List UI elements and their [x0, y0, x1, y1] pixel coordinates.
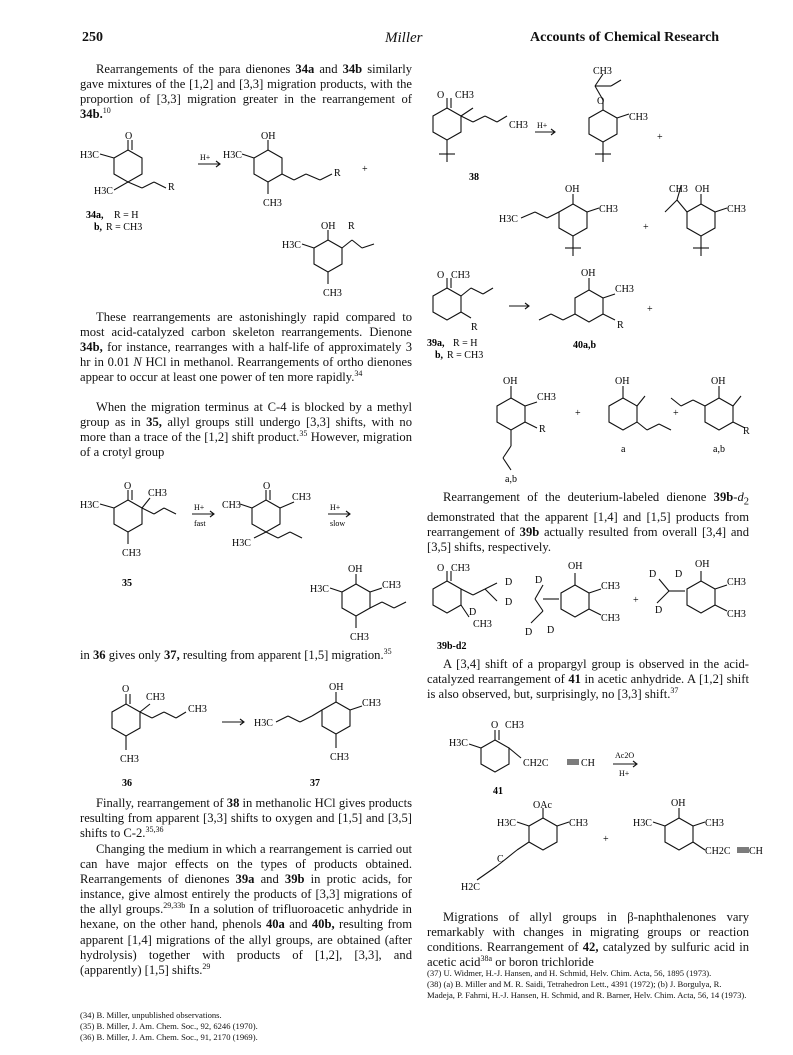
- s39d-d-label-8: D: [675, 569, 683, 580]
- left-paragraph-1: [80, 62, 412, 122]
- footnote-37: (37) U. Widmer, H.-J. Hansen, and H. Schmid, Helv. Chim. Acta, 56, 1895 (1973).: [427, 968, 712, 978]
- s34-h3c-label-3: H3C: [223, 150, 242, 161]
- s34-r-label-3: R: [348, 221, 355, 232]
- s39d-ch3-label-5: CH3: [727, 577, 746, 588]
- text-segment: 41: [568, 672, 581, 687]
- s39-ch3-label-2: CH3: [615, 284, 634, 295]
- s39-plus-2: +: [575, 408, 581, 419]
- s36-o-label: O: [122, 684, 130, 695]
- compound-41-label: 41: [493, 786, 503, 797]
- text-segment: 39b: [284, 872, 305, 887]
- s39d-d-label-1: D: [505, 577, 513, 588]
- text-segment: 42,: [582, 940, 599, 955]
- s41-h2c-label: H2C: [461, 882, 480, 893]
- s39-label-a: a: [621, 444, 626, 455]
- compound-34a-def: R = H: [114, 210, 139, 221]
- text-segment: Finally, rearrangement of: [96, 796, 227, 810]
- text-segment: catalyzed by sulfuric acid in acetic acid: [427, 940, 749, 970]
- footnote-35: (35) B. Miller, J. Am. Chem. Soc., 92, 6246 (1970).: [80, 1021, 258, 1031]
- text-segment: 36: [92, 648, 106, 662]
- text-segment: 34b,: [80, 340, 103, 355]
- left-paragraph-4: [80, 648, 412, 663]
- text-segment: Rearrangements of the para dienones: [96, 62, 296, 76]
- text-segment: 38: [226, 796, 240, 810]
- footnotes-left: [80, 1010, 412, 1043]
- s34-h3c-label-1: H3C: [80, 150, 99, 161]
- text-segment: 40b,: [311, 917, 335, 932]
- text-segment: in methanolic HCl gives products resulting from apparent [3,3] shifts to oxygen and [1,5] and [3,5] shifts to C-2.: [80, 796, 412, 841]
- s35-o-label-1: O: [124, 481, 132, 492]
- text-segment: 35,36: [145, 825, 164, 834]
- s39-plus-3: +: [673, 408, 679, 419]
- text-segment: 39a: [235, 872, 255, 887]
- s39-ch3-label-3: CH3: [537, 392, 556, 403]
- s39-label-ab-1: a,b: [505, 474, 517, 485]
- s37-oh-label: OH: [329, 682, 344, 693]
- s35-hplus-1: H+: [194, 503, 205, 512]
- s41-plus: +: [603, 834, 609, 845]
- text-segment: 35: [383, 646, 392, 656]
- s39-r-label-4: R: [743, 426, 750, 437]
- s39-oh-label-1: OH: [581, 268, 596, 279]
- s38-plus-2: +: [643, 222, 649, 233]
- s41-oh-label: OH: [671, 798, 686, 809]
- footnote-38: (38) (a) B. Miller and M. R. Saidi, Tetrahedron Lett., 4391 (1972); (b) J. Borgulya, R. Madeja, P. Fahrni, H.-J. Hansen, H. Schmid, and R. Barner, Helv. Chim. Acta, 56, 14 (1973).: [427, 979, 747, 1000]
- s35-fast: fast: [194, 519, 206, 528]
- s39d-plus: +: [633, 595, 639, 606]
- s35-ch3-label-3: CH3: [222, 500, 241, 511]
- text-segment: When the migration terminus at C-4 is blocked by a methyl group as in: [80, 400, 412, 430]
- s37-ch3-label-2: CH3: [330, 752, 349, 763]
- s39-label-ab-2: a,b: [713, 444, 725, 455]
- text-segment: However, migration of a crotyl group: [80, 430, 412, 460]
- s38-ch3-label-3: CH3: [593, 66, 612, 77]
- footnotes-right: [427, 968, 749, 1001]
- scheme-39b-d2-rearrangement: [425, 555, 765, 655]
- text-segment: 29,33b: [163, 901, 186, 911]
- text-segment: resulting from apparent [1,4] migrations of the allyl groups, are obtained (after hydrolysis) together with products of [1,2], [3,3], and (apparently) [1,5] shifts.: [80, 917, 412, 977]
- s41-ch3-label-2: CH3: [569, 818, 588, 829]
- text-segment: similarly gave mixtures of the [1,2] and [3,3] migration products, with the proportion of [3,3] migration greater in the rearrangement of: [80, 62, 412, 107]
- compound-34b-label: b,: [94, 222, 103, 233]
- s39d-oh-label-1: OH: [568, 561, 583, 572]
- s39-r-label-1: R: [471, 322, 478, 333]
- s39d-d-label-5: D: [525, 627, 533, 638]
- text-segment: -: [733, 490, 738, 504]
- s34-h3c-label-2: H3C: [94, 186, 113, 197]
- text-segment: and: [314, 62, 343, 76]
- text-segment: 35,: [146, 415, 162, 430]
- text-segment: 37,: [163, 648, 180, 662]
- s41-h3c-label-3: H3C: [633, 818, 652, 829]
- s34-o-label: O: [125, 131, 133, 142]
- s38-ch3-label-6: CH3: [669, 184, 688, 195]
- s35-h3c-label-1: H3C: [80, 500, 99, 511]
- s39d-oh-label-2: OH: [695, 559, 710, 570]
- s35-hplus-2: H+: [330, 503, 341, 512]
- text-segment: These rearrangements are astonishingly rapid compared to most acid-catalyzed carbon skeleton rearrangements. Dienone: [80, 310, 412, 340]
- s35-o-label-2: O: [263, 481, 271, 492]
- text-segment: 34a: [295, 62, 315, 76]
- s41-oac-label: OAc: [533, 800, 552, 811]
- s34-h3c-label-4: H3C: [282, 240, 301, 251]
- text-segment: 38a: [480, 954, 493, 964]
- scheme-41-rearrangement: [425, 718, 765, 904]
- text-segment: Rearrangement of the deuterium-labeled dienone: [443, 490, 714, 504]
- s36-ch3-label-2: CH3: [188, 704, 207, 715]
- text-segment: in protic acids, for instance, give almost entirely the products of [3,3] migrations of the allyl groups.: [80, 872, 412, 917]
- compound-38-label: 38: [469, 172, 479, 183]
- s39d-o-label: O: [437, 563, 445, 574]
- text-segment: N: [133, 355, 142, 370]
- s34-hplus: H+: [200, 153, 211, 162]
- scheme-36-rearrangement: [80, 682, 420, 794]
- scheme-39-rearrangement: [425, 266, 765, 485]
- text-segment: 39b: [713, 490, 734, 504]
- text-segment: demonstrated that the apparent [1,4] and [1,5] products from rearrangement of: [427, 509, 749, 539]
- s38-ch3-label-2: CH3: [509, 120, 528, 131]
- s39-oh-label-4: OH: [711, 376, 726, 387]
- s41-o-label: O: [491, 720, 499, 731]
- s38-oh-label-1: OH: [565, 184, 580, 195]
- s38-plus-1: +: [657, 132, 663, 143]
- compound-36-label: 36: [122, 778, 132, 789]
- s39-oh-label-3: OH: [615, 376, 630, 387]
- s41-ch2c-label-1: CH2C: [523, 758, 549, 769]
- s39d-d-label-9: D: [655, 605, 663, 616]
- text-segment: and: [284, 917, 312, 932]
- s34-ch3-label-2: CH3: [323, 288, 342, 299]
- s35-slow: slow: [330, 519, 346, 528]
- text-segment: In a solution of trifluoroacetic anhydride in hexane, on the other hand, phenols: [80, 902, 412, 932]
- text-segment: HCl in methanol. Rearrangements of ortho dienones appear to occur at least one power of ten more rapidly.: [80, 355, 412, 385]
- text-segment: 2: [743, 496, 749, 508]
- s34-r-label-2: R: [334, 168, 341, 179]
- left-paragraph-5: [80, 796, 412, 841]
- s41-c-label: C: [497, 854, 504, 865]
- s38-o-label: O: [437, 90, 445, 101]
- text-segment: 39b: [519, 524, 540, 539]
- s38-hplus: H+: [537, 121, 548, 130]
- left-paragraph-3: [80, 400, 412, 460]
- s34-oh-label-2: OH: [321, 221, 336, 232]
- text-segment: 34: [354, 369, 363, 379]
- s41-ac2o: Ac2O: [615, 751, 635, 760]
- s39d-d-label-6: D: [547, 625, 555, 636]
- text-segment: gives only: [105, 648, 164, 662]
- s39-oh-label-2: OH: [503, 376, 518, 387]
- text-segment: Changing the medium in which a rearrangement is carried out can have major effects on the types of products obtained. Rearrangements of dienones: [80, 842, 412, 887]
- s37-h3c-label: H3C: [254, 718, 273, 729]
- s38-ch3-label-7: CH3: [727, 204, 746, 215]
- footnote-36: (36) B. Miller, J. Am. Chem. Soc., 91, 2170 (1969).: [80, 1032, 258, 1042]
- text-segment: 10: [102, 106, 111, 116]
- right-paragraph-2: [427, 657, 749, 702]
- compound-34a-label: 34a,: [86, 210, 104, 221]
- compound-35-label: 35: [122, 578, 132, 589]
- s36-ch3-label-3: CH3: [120, 754, 139, 765]
- s34-oh-label-1: OH: [261, 131, 276, 142]
- compound-39b-label: b,: [435, 350, 444, 361]
- s39d-ch3-label-2: CH3: [473, 619, 492, 630]
- s41-ch3-label-3: CH3: [705, 818, 724, 829]
- text-segment: and: [254, 872, 285, 887]
- s41-ch3-label-1: CH3: [505, 720, 524, 731]
- text-segment: resulting from apparent [1,5] migration.: [179, 648, 384, 662]
- running-author: Miller: [385, 30, 423, 46]
- s38-oh-label-2: OH: [695, 184, 710, 195]
- s39-r-label-3: R: [539, 424, 546, 435]
- s35-oh-label: OH: [348, 564, 363, 575]
- s39d-ch3-label-4: CH3: [601, 613, 620, 624]
- s39d-ch3-label-6: CH3: [727, 609, 746, 620]
- left-paragraph-6: [80, 842, 412, 978]
- s38-ch3-label-4: CH3: [629, 112, 648, 123]
- s35-ch3-label-6: CH3: [350, 632, 369, 643]
- s39d-d-label-2: D: [505, 597, 513, 608]
- compound-40ab-label: 40a,b: [573, 340, 597, 351]
- text-segment: 40a: [265, 917, 285, 932]
- scheme-34-rearrangement: [80, 128, 420, 306]
- scheme-38-rearrangement: [425, 62, 765, 272]
- s34-ch3-label-1: CH3: [263, 198, 282, 209]
- s38-o-label-2: O: [597, 96, 605, 107]
- s41-h3c-label-2: H3C: [497, 818, 516, 829]
- s35-h3c-label-2: H3C: [232, 538, 251, 549]
- s37-ch3-label-1: CH3: [362, 698, 381, 709]
- s34-plus: +: [362, 164, 368, 175]
- text-segment: actually resulted from overall [3,4] and [3,5] shifts, respectively.: [427, 524, 749, 554]
- s41-h3c-label-1: H3C: [449, 738, 468, 749]
- text-segment: 34b.: [80, 107, 103, 122]
- s39d-d-label-3: D: [469, 607, 477, 618]
- text-segment: d: [737, 490, 744, 504]
- s38-ch3-label-1: CH3: [455, 90, 474, 101]
- s35-ch3-label-2: CH3: [122, 548, 141, 559]
- s35-h3c-label-3: H3C: [310, 584, 329, 595]
- s35-ch3-label-4: CH3: [292, 492, 311, 503]
- text-segment: or boron trichloride: [492, 955, 594, 970]
- right-paragraph-1: [427, 490, 749, 555]
- text-segment: 35: [299, 429, 308, 438]
- s41-ch-label-1: CH: [581, 758, 595, 769]
- compound-39a-def: R = H: [453, 338, 478, 349]
- page-number: 250: [82, 30, 103, 45]
- s39-ch3-label-1: CH3: [451, 270, 470, 281]
- compound-39b-d2-label: 39b-d2: [437, 641, 467, 652]
- compound-34b-def: R = CH3: [106, 222, 143, 233]
- right-paragraph-3: [427, 910, 749, 970]
- s39-plus-1: +: [647, 304, 653, 315]
- text-segment: A [3,4] shift of a propargyl group is observed in the acid-catalyzed rearrangement of: [427, 657, 749, 687]
- s39-o-label: O: [437, 270, 445, 281]
- text-segment: 29: [202, 961, 211, 971]
- text-segment: 34b: [342, 62, 363, 76]
- compound-39a-label: 39a,: [427, 338, 445, 349]
- text-segment: for instance, rearranges with a half-life of approximately 3 hr in 0.01: [80, 340, 412, 370]
- s39d-d-label-7: D: [649, 569, 657, 580]
- text-segment: in: [80, 648, 93, 662]
- s41-hplus: H+: [619, 769, 630, 778]
- s39d-ch3-label-3: CH3: [601, 581, 620, 592]
- s39-r-label-2: R: [617, 320, 624, 331]
- s35-ch3-label-5: CH3: [382, 580, 401, 591]
- text-segment: in acetic anhydride. A [1,2] shift is also observed, but, surprisingly, no [3,3] shift.: [427, 672, 749, 702]
- s38-h3c-label: H3C: [499, 214, 518, 225]
- compound-37-label: 37: [310, 778, 320, 789]
- s34-r-label: R: [168, 182, 175, 193]
- s41-ch-label-2: CH: [749, 846, 763, 857]
- left-paragraph-2: [80, 310, 412, 385]
- footnote-34: (34) B. Miller, unpublished observations.: [80, 1010, 222, 1020]
- s39d-ch3-label-1: CH3: [451, 563, 470, 574]
- s41-ch2c-label-2: CH2C: [705, 846, 731, 857]
- text-segment: 37: [670, 686, 679, 695]
- scheme-35-rearrangement: [80, 480, 420, 648]
- text-segment: Migrations of allyl groups in β-naphthalenones vary remarkably with changes in migrating groups or reaction conditions. Rearrangement of: [427, 910, 749, 955]
- compound-39b-def: R = CH3: [447, 350, 484, 361]
- text-segment: allyl groups still undergo [3,3] shifts, with no more than a trace of the [1,2] shift product.: [80, 415, 412, 445]
- s38-ch3-label-5: CH3: [599, 204, 618, 215]
- s39d-d-label-4: D: [535, 575, 543, 586]
- s35-ch3-label-1: CH3: [148, 488, 167, 499]
- journal-title: Accounts of Chemical Research: [530, 30, 720, 45]
- s36-ch3-label-1: CH3: [146, 692, 165, 703]
